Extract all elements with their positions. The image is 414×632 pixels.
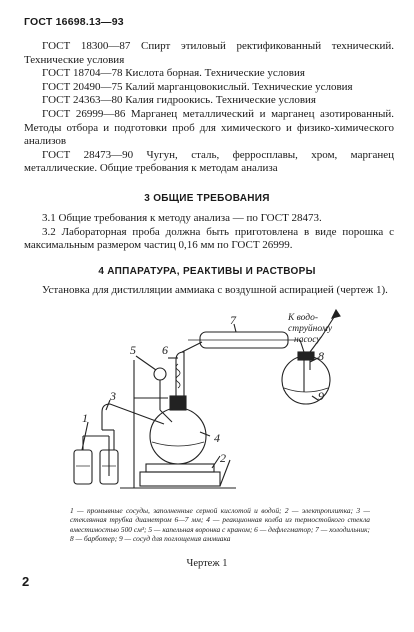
paragraph-4-intro: Установка для дистилляции аммиака с воздушной аспирацией (чертеж 1). (42, 284, 388, 296)
label-4: 4 (214, 431, 220, 445)
hot-plate-top (146, 464, 214, 472)
pump-note-line-1: К водо- (288, 313, 319, 323)
figure-caption: 1 — промывные сосуды, заполненные серной кислотой и водой; 2 — электроплитка; 3 — стеклянная трубка диаметром 6—7 мм; 4 — реакционная колба из термостойкого стекла вместимостью 500 см³; 5 — капельная воронка с краном; 6 — дефлегматор; 7 — холодильник; 8 — барботер; 9 — сосуд для поглощения аммиака (70, 506, 370, 544)
label-7: 7 (230, 313, 236, 327)
glass-tube (102, 404, 164, 430)
reference-item: ГОСТ 20490—75 Калий марганцовокислый. Технические условия (42, 80, 353, 93)
reference-item: ГОСТ 24363—80 Калия гидроокись. Технические условия (42, 94, 316, 107)
label-2: 2 (220, 451, 226, 465)
section-4-title: 4 АППАРАТУРА, РЕАКТИВЫ И РАСТВОРЫ (98, 266, 316, 277)
page-header: ГОСТ 16698.13—93 (24, 16, 124, 28)
section-4-body (24, 284, 394, 298)
label-1: 1 (82, 411, 88, 425)
label-6: 6 (162, 343, 168, 357)
paragraph-3-1: 3.1 Общие требования к методу анализа — по ГОСТ 28473. (42, 212, 322, 224)
figure-title: Чертеж 1 (186, 558, 228, 569)
page-number: 2 (22, 574, 30, 589)
reference-item: ГОСТ 18300—87 Спирт этиловый ректификованный технический. Технические условия (24, 40, 394, 66)
washing-vessel (74, 450, 92, 484)
reference-item: ГОСТ 26999—86 Марганец металлический и марганец азотированный. Методы отбора и подготовки проб для химического и физико-химического анализов (24, 107, 394, 148)
pump-note-line-3: насосу (294, 335, 321, 345)
flask-stopper (170, 396, 186, 410)
label-3: 3 (110, 389, 116, 403)
label-8: 8 (318, 349, 324, 363)
reference-item: ГОСТ 28473—90 Чугун, сталь, ферросплавы, хром, марганец металлические. Общие требования к методам анализа (24, 148, 394, 175)
normative-references (24, 40, 394, 176)
reference-item: ГОСТ 18704—78 Кислота борная. Технические условия (42, 67, 305, 80)
label-9: 9 (318, 389, 324, 403)
section-3-body (24, 212, 394, 253)
hot-plate (140, 472, 220, 486)
pump-note-line-2: струйному (288, 324, 333, 334)
paragraph-3-2: 3.2 Лабораторная проба должна быть приготовлена в виде порошка с максимальным размером частиц 0,16 мм по ГОСТ 26999. (24, 225, 394, 252)
distillation-apparatus-drawing (60, 300, 380, 500)
label-5: 5 (130, 343, 136, 357)
section-3-title: 3 ОБЩИЕ ТРЕБОВАНИЯ (144, 193, 270, 204)
reaction-flask (150, 408, 206, 464)
bubbler-stopper (298, 352, 314, 360)
